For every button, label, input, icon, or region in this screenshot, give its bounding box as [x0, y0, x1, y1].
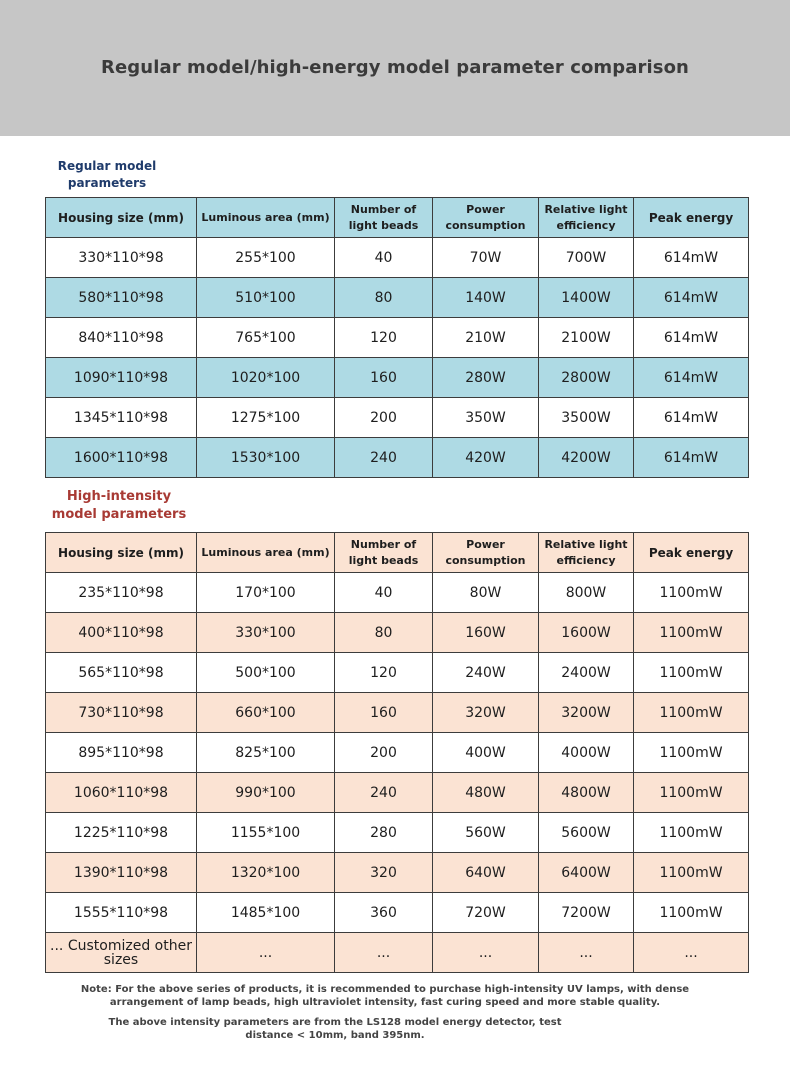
high-intensity-section-title: High-intensity model parameters: [51, 489, 187, 522]
peak-energy-cell: 1100mW: [634, 573, 749, 613]
table-row: [46, 573, 749, 613]
efficiency-cell: 4000W: [539, 733, 634, 773]
efficiency-cell: 3200W: [539, 693, 634, 733]
housing-size-cell: 565*110*98: [46, 653, 197, 693]
power-cell: 720W: [433, 893, 539, 933]
table-row: [46, 438, 749, 478]
efficiency-cell: 4200W: [539, 438, 634, 478]
housing-size-cell: 330*110*98: [46, 238, 197, 278]
regular-model-table: [45, 197, 749, 478]
luminous-area-cell: 825*100: [197, 733, 335, 773]
light-beads-cell: 160: [335, 358, 433, 398]
light-beads-cell: 320: [335, 853, 433, 893]
efficiency-cell: 6400W: [539, 853, 634, 893]
light-beads-cell: 360: [335, 893, 433, 933]
peak-energy-cell: 1100mW: [634, 733, 749, 773]
light-beads-cell: 160: [335, 693, 433, 733]
table-header-row: [46, 533, 749, 573]
col-header-efficiency: Relative light efficiency: [539, 198, 634, 238]
light-beads-cell: 80: [335, 278, 433, 318]
efficiency-cell: 4800W: [539, 773, 634, 813]
power-cell: ...: [433, 933, 539, 973]
light-beads-cell: 240: [335, 438, 433, 478]
light-beads-cell: 240: [335, 773, 433, 813]
efficiency-cell: 700W: [539, 238, 634, 278]
light-beads-cell: 200: [335, 733, 433, 773]
power-cell: 140W: [433, 278, 539, 318]
high-intensity-model-table: [45, 532, 749, 973]
table-row: [46, 613, 749, 653]
luminous-area-cell: 170*100: [197, 573, 335, 613]
col-header-peak-energy: Peak energy: [634, 533, 749, 573]
housing-size-cell: 1225*110*98: [46, 813, 197, 853]
power-cell: 210W: [433, 318, 539, 358]
col-header-housing-size: Housing size (mm): [46, 198, 197, 238]
table-row: [46, 853, 749, 893]
efficiency-cell: 2400W: [539, 653, 634, 693]
housing-size-cell: 730*110*98: [46, 693, 197, 733]
light-beads-cell: ...: [335, 933, 433, 973]
peak-energy-cell: 614mW: [634, 358, 749, 398]
housing-size-cell: 1060*110*98: [46, 773, 197, 813]
efficiency-cell: 1600W: [539, 613, 634, 653]
housing-size-cell: 1090*110*98: [46, 358, 197, 398]
luminous-area-cell: 765*100: [197, 318, 335, 358]
light-beads-cell: 280: [335, 813, 433, 853]
table-row: [46, 278, 749, 318]
note-recommendation: Note: For the above series of products, it is recommended to purchase high-intensity UV lamps, with dense arrangement of lamp beads, high ultraviolet intensity, fast curing speed and more stable quality.: [80, 984, 690, 1008]
table-row: [46, 238, 749, 278]
housing-size-cell: ... Customized other sizes: [46, 933, 197, 973]
peak-energy-cell: 1100mW: [634, 813, 749, 853]
col-header-power: Power consumption: [433, 533, 539, 573]
efficiency-cell: 2100W: [539, 318, 634, 358]
housing-size-cell: 1345*110*98: [46, 398, 197, 438]
efficiency-cell: 5600W: [539, 813, 634, 853]
peak-energy-cell: 614mW: [634, 238, 749, 278]
luminous-area-cell: 1155*100: [197, 813, 335, 853]
power-cell: 80W: [433, 573, 539, 613]
peak-energy-cell: ...: [634, 933, 749, 973]
table-row-custom-sizes: [46, 933, 749, 973]
luminous-area-cell: 1020*100: [197, 358, 335, 398]
peak-energy-cell: 1100mW: [634, 853, 749, 893]
power-cell: 70W: [433, 238, 539, 278]
efficiency-cell: 1400W: [539, 278, 634, 318]
table-row: [46, 773, 749, 813]
col-header-luminous-area: Luminous area (mm): [197, 533, 335, 573]
col-header-light-beads: Number of light beads: [335, 533, 433, 573]
efficiency-cell: 7200W: [539, 893, 634, 933]
table-row: [46, 318, 749, 358]
col-header-light-beads: Number of light beads: [335, 198, 433, 238]
efficiency-cell: 800W: [539, 573, 634, 613]
power-cell: 320W: [433, 693, 539, 733]
light-beads-cell: 200: [335, 398, 433, 438]
luminous-area-cell: 500*100: [197, 653, 335, 693]
table-row: [46, 893, 749, 933]
power-cell: 560W: [433, 813, 539, 853]
peak-energy-cell: 1100mW: [634, 613, 749, 653]
col-header-efficiency: Relative light efficiency: [539, 533, 634, 573]
power-cell: 240W: [433, 653, 539, 693]
power-cell: 160W: [433, 613, 539, 653]
housing-size-cell: 400*110*98: [46, 613, 197, 653]
housing-size-cell: 580*110*98: [46, 278, 197, 318]
luminous-area-cell: ...: [197, 933, 335, 973]
col-header-housing-size: Housing size (mm): [46, 533, 197, 573]
col-header-peak-energy: Peak energy: [634, 198, 749, 238]
light-beads-cell: 120: [335, 653, 433, 693]
peak-energy-cell: 1100mW: [634, 693, 749, 733]
table-row: [46, 733, 749, 773]
power-cell: 280W: [433, 358, 539, 398]
power-cell: 350W: [433, 398, 539, 438]
housing-size-cell: 1390*110*98: [46, 853, 197, 893]
light-beads-cell: 120: [335, 318, 433, 358]
peak-energy-cell: 614mW: [634, 318, 749, 358]
light-beads-cell: 80: [335, 613, 433, 653]
luminous-area-cell: 990*100: [197, 773, 335, 813]
housing-size-cell: 235*110*98: [46, 573, 197, 613]
housing-size-cell: 895*110*98: [46, 733, 197, 773]
efficiency-cell: ...: [539, 933, 634, 973]
page-title: Regular model/high-energy model parameter comparison: [101, 57, 689, 78]
luminous-area-cell: 1530*100: [197, 438, 335, 478]
efficiency-cell: 3500W: [539, 398, 634, 438]
light-beads-cell: 40: [335, 573, 433, 613]
note-test-conditions: The above intensity parameters are from the LS128 model energy detector, test distance < 10mm, band 395nm.: [108, 1017, 562, 1041]
efficiency-cell: 2800W: [539, 358, 634, 398]
luminous-area-cell: 330*100: [197, 613, 335, 653]
luminous-area-cell: 660*100: [197, 693, 335, 733]
col-header-luminous-area: Luminous area (mm): [197, 198, 335, 238]
peak-energy-cell: 614mW: [634, 438, 749, 478]
housing-size-cell: 1600*110*98: [46, 438, 197, 478]
table-header-row: [46, 198, 749, 238]
table-row: [46, 653, 749, 693]
luminous-area-cell: 1275*100: [197, 398, 335, 438]
peak-energy-cell: 614mW: [634, 278, 749, 318]
power-cell: 420W: [433, 438, 539, 478]
peak-energy-cell: 1100mW: [634, 773, 749, 813]
luminous-area-cell: 1320*100: [197, 853, 335, 893]
power-cell: 400W: [433, 733, 539, 773]
power-cell: 640W: [433, 853, 539, 893]
table-row: [46, 398, 749, 438]
housing-size-cell: 840*110*98: [46, 318, 197, 358]
luminous-area-cell: 1485*100: [197, 893, 335, 933]
col-header-power: Power consumption: [433, 198, 539, 238]
regular-section-title: Regular model parameters: [57, 159, 157, 190]
peak-energy-cell: 1100mW: [634, 893, 749, 933]
table-row: [46, 358, 749, 398]
peak-energy-cell: 614mW: [634, 398, 749, 438]
luminous-area-cell: 255*100: [197, 238, 335, 278]
table-row: [46, 693, 749, 733]
power-cell: 480W: [433, 773, 539, 813]
peak-energy-cell: 1100mW: [634, 653, 749, 693]
luminous-area-cell: 510*100: [197, 278, 335, 318]
table-row: [46, 813, 749, 853]
housing-size-cell: 1555*110*98: [46, 893, 197, 933]
light-beads-cell: 40: [335, 238, 433, 278]
